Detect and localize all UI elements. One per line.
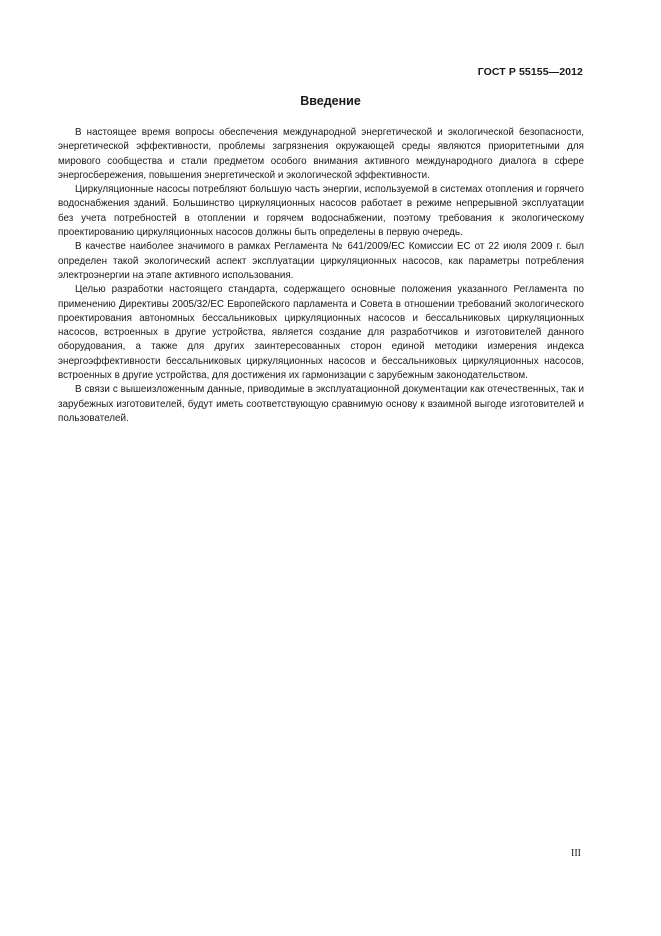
paragraph: Целью разработки настоящего стандарта, содержащего основные положения указанного Регламента по применению Директивы 2005/32/ЕС Европейского парламента и Совета в отношении требований экологического проектирования автономных бессальниковых циркуляционных насосов и бессальниковых циркуляционных насосов, встроенных в другие устройства, является создание для разработчиков и изготовителей данного оборудования, а также для других заинтересованных сторон единой методики измерения индекса энергоэффективности бессальниковых циркуляционных насосов и бессальниковых циркуляционных насосов, встроенных в другие устройства, для достижения их гармонизации с зарубежным законодательством. [58, 284, 584, 382]
section-title: Введение [300, 94, 361, 108]
paragraph: В настоящее время вопросы обеспечения международной энергетической и экологической безопасности, энергетической эффективности, проблемы загрязнения окружающей среды являются приоритетными для мирового сообщества и стали предметом особого внимания активного международного диалога в сфере энергосбережения, повышения энергетической и экологической эффективности. [58, 127, 584, 181]
paragraph: В качестве наиболее значимого в рамках Регламента № 641/2009/ЕС Комиссии ЕС от 22 июля 2009 г. был определен такой экологический аспект эксплуатации циркуляционных насосов, как параметры потребления электроэнергии на этапе активного использования. [58, 241, 584, 281]
page-number: III [571, 848, 581, 859]
paragraph: Циркуляционные насосы потребляют большую часть энергии, используемой в системах отопления и горячего водоснабжения зданий. Большинство циркуляционных насосов работает в режиме непрерывной эксплуатации без учета потребностей в отоплении и горячем водоснабжении, поэтому требования к экологическому проектированию циркуляционных насосов должны быть определены в первую очередь. [58, 184, 584, 239]
body-text [58, 126, 584, 426]
document-code: ГОСТ Р 55155—2012 [477, 66, 583, 78]
paragraph: В связи с вышеизложенным данные, приводимые в эксплуатационной документации как отечественных, так и зарубежных изготовителей, будут иметь соответствующую сравнимую основу к взаимной выгоде изготовителей и пользователей. [58, 384, 584, 424]
